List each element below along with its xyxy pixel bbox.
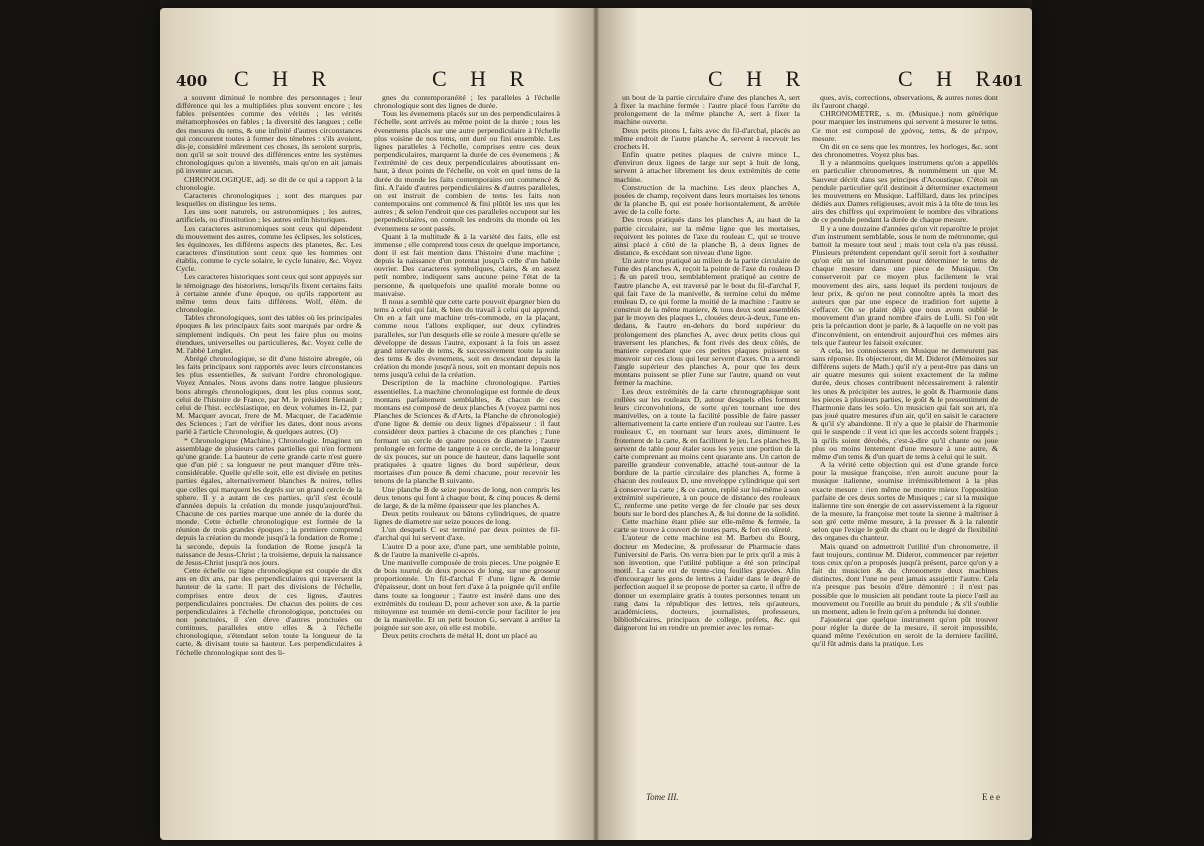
right-page <box>598 8 1028 840</box>
paragraph: Il y a une douzaine d'années qu'on vit reparoître le projet d'un instrument semblable, sous le nom de métronome, qui battoit la mesure tout seul ; mais tout cela n'a pas réussi. Plusieurs prétendent cependant qu'il seroit fort à souhaiter qu'on eût un tel instrument pour déterminer le tems de chaque mesure dans une piece de Musique. On conserveroit par ce moyen plus facilement le vrai mouvement des airs, sans lequel ils perdent toujours de leur prix, & qu'on ne peut connoître après la mort des auteurs que par une espece de tradition fort sujette à s'effacer. On se plaint déjà que nous avons oublié le mouvement d'un grand nombre d'airs de Lulli. Si l'on eût pris la précaution dont je parle, & à laquelle on ne voit pas d'inconvénient, on entendroit aujourd'hui ces mêmes airs tels que l'auteur les faisoit exécuter. <box>812 223 998 347</box>
paragraph: Les caracteres astronomiques sont ceux qui dépendent du mouvement des astres, comme les éclipses, les solstices, les équinoxes, les différens aspects des planetes, &c. Les caracteres d'institution sont ceux que les hommes ont établis, comme le cycle solaire, le cycle lunaire, &c. Voyez Cycle. <box>176 223 362 274</box>
paragraph: L'auteur de cette machine est M. Barbeu du Bourg, docteur en Medecine, & professeur de Pharmacie dans l'université de Paris. On verra bien par le prix qu'il a mis à son invention, que l'utilité publique a été son principal motif. La carte est de trente-cinq feuilles gravées. Afin d'encourager les gens de lettres à l'aider dans le degré de perfection auquel il se propose de porter sa carte, il offre de donner un exemplaire gratis à toutes personnes tenant un rang dans la république des lettres, tels qu'auteurs, académiciens, docteurs, journalistes, professeurs, bibliothécaires, principaux de college, préfets, &c. qui daigneront lui en rendre un premier avec les remar- <box>614 533 800 633</box>
paragraph: A la vérité cette objection qui est d'une grande force pour la musique françoise, n'en auroit aucune pour la musique italienne, soumise irrémissiblement à la plus exacte mesure : rien même ne montre mieux l'opposition parfaite de ces deux sortes de Musiques ; car si la musique italienne tire son énergie de cet asservissement à la rigueur de la mesure, la françoise met toute la sienne à maîtriser à son gré cette même mesure, à la presser & à la ralentir selon que l'exige le goût du chant ou le degré de flexibilité des organes du chanteur. <box>812 460 998 543</box>
paragraph: Cette machine étant pliée sur elle-même & fermée, la carte se trouve à couvert de toutes parts, & fort en sûreté. <box>614 517 800 535</box>
page-number-right: 401 <box>992 72 1024 90</box>
right-background <box>1032 0 1204 846</box>
paragraph: gnes du contemporanéité ; les paralleles à l'échelle chronologique sont des lignes de durée. <box>374 94 560 111</box>
right-column-2 <box>812 94 998 784</box>
paragraph: Tous les évenemens placés sur un des perpendiculaires à l'échelle, sont arrivés au même point de la durée ; tous les évenemens placés sur une autre perpendiculaire à l'échelle plus voisine de nos tems, ont duré ou fini ensemble. Les lignes paralleles à l'échelle, comprises entre ces deux perpendiculaires, marquent la durée de ces évenemens ; & l'extrémité de ces deux perpendiculaires aboutissant en-haut, à deux points de l'échelle, on voit en quel tems de la durée du monde les faits contemporains ont commencé & fini. A l'aide d'autres perpendiculaires & d'autres paralleles, on est instruit de combien de tems les faits non contemporains ont commencé & fini plûtôt les uns que les autres ; & selon l'endroit que ces paralleles occupent sur les perpendiculaires, on connoît les endroits du monde où les évenemens se sont passés. <box>374 109 560 233</box>
right-column-1 <box>614 94 800 784</box>
paragraph: Les deux extrémités de la carte chronographique sont collées sur les rouleaux D, autour desquels elles forment leurs circonvolutions, de sorte qu'en tournant une des manivelles, on a toute la facilité possible de faire passer alternativement la carte entiere d'un rouleau sur l'autre. Les rouleaux C, en tournant sur leurs axes, diminuent le frotement de la carte, & en facilitent le jeu. Les planches B, servent de table pour étaler sous les yeux une portion de la carte comprenant au moins cent quarante ans. Un carton de pareille grandeur convenable, attaché tout-autour de la bordure de la partie circulaire des planches A, forme à chacun des rouleaux D, une enveloppe cylindrique qui sert à conserver la carte ; & ce carton, replié sur lui-même à son extrémité supérieure, à un pouce de distance des rouleaux C, renferme une petite verge de fer clouée par ses deux bouts sur le bord des planches A, & lui donne de la solidité. <box>614 386 800 518</box>
paragraph: CHRONOMETRE, s. m. (Musique.) nom générique pour marquer les instrumens qui servent à mesurer le tems. Ce mot est composé de χρόνος, tems, & de μέτρον, mesure. <box>812 109 998 143</box>
paragraph: J'ajouterai que quelque instrument qu'on pût trouver pour régler la durée de la mesure, il seroit impossible, quand même l'exécution en seroit de la derniere facilité, qu'il fût admis dans la pratique. Les <box>812 615 998 649</box>
paragraph: Cette échelle ou ligne chronologique est coupée de dix ans en dix ans, par des perpendiculaires qui traversent la hauteur de la carte. Il part des divisions de l'échelle, comprises entre deux de ces lignes, d'autres perpendiculaires ponctuées. De chacun des points de ces perpendiculaires à l'échelle chronologique, ponctuées ou non ponctuées, il s'en éleve d'autres ponctuées ou continues, paralleles entre elles & à l'échelle chronologique, s'étendant selon toute la longueur de la carte, & divisant toute sa hauteur. Les perpendiculaires à l'échelle chronologique sont des li- <box>176 566 362 657</box>
paragraph: Deux petits rouleaux ou bâtons cylindriques, de quatre lignes de diametre sur seize pouces de long. <box>374 508 560 527</box>
running-head-right-1: C H R <box>708 66 810 91</box>
paragraph: un bout de la partie circulaire d'une des planches A, sert à fixer la machine fermée : l'autre placé fous l'arrête du prolongement de la même planche A, sert à fixer la machine ouverte. <box>614 94 800 127</box>
paragraph: L'un desquels C est terminé par deux pointes de fil-d'archal qui lui servent d'axe. <box>374 525 560 543</box>
paragraph: Il y a néanmoins quelques instrumens qu'on a appellés en particulier chronometres, & nommément un que M. Sauveur décrit dans ses principes d'Acoustique. C'étoit un pendule particulier qu'il destinoit à déterminer exactement les mouvemens en Musique. Laffillard, dans les principes dédiés aux Dames religieuses, avoit mis à la tête de tous les airs des chiffres qui exprimoient le nombre des vibrations de ce pendule pendant la durée de chaque mesure. <box>812 158 998 225</box>
paragraph: Un autre trou pratiqué au milieu de la partie circulaire de l'une des planches A, reçoit la pointe de l'axe du rouleau D ; & un pareil trou, semblablement pratiqué au centre de l'autre planche A, est traversé par le bout du fil-d'archal F, qui fait l'axe de la manivelle, & termine celui du même rouleau D, ce qui forme la moitié de la machine : l'autre se construit de la même maniere, & tous deux sont assemblés par le moyen des plaques L, clouées deux-à-deux, l'une en-dedans, & l'autre en-dehors du bord supérieur du prolongement des planches A, avec deux petits clous qui traversent les planches, & font rivés des deux côtés, de maniere cependant que ces petites plaques puissent se mouvoir sur ces clous qui leur servent d'axes. On a arrondi l'angle supérieur des planches A, pour que les deux montans puissent se plier l'une sur l'autre, quand on veut fermer la machine. <box>614 256 800 388</box>
left-background <box>0 0 160 846</box>
paragraph: Mais quand on admettroit l'utilité d'un chronometre, il faut toujours, continue M. Diderot, commencer par rejetter tous ceux qu'on a proposés jusqu'à présent, parce qu'on y a fait du musicien & du chronometre deux machines distinctes, dont l'une ne peut jamais assujettir l'autre. Cela n'a presque pas besoin d'être démontré : il n'est pas possible que le musicien ait pendant toute la piece l'œil au mouvement ou l'oreille au bruit du pendule ; & s'il s'oublie un moment, adieu le frein qu'on a prétendu lui donner. <box>812 541 998 616</box>
paragraph: Deux petits pitons I, faits avec du fil-d'archal, placés au même endroit de l'autre planche A, servent à recevoir les crochets H. <box>614 125 800 151</box>
paragraph: Tables chronologiques, sont des tables où les principales époques & les principaux faits sont marqués par ordre & simplement indiqués. On peut les faire plus ou moins étendues, universelles ou particulieres, &c. Voyez celle de M. l'abbé Lenglet. <box>176 313 362 355</box>
left-page <box>164 8 594 840</box>
volume-signature: Tome III. <box>646 792 679 802</box>
paragraph: CHRONOLOGIQUE, adj. se dit de ce qui a rapport à la chronologie. <box>176 174 362 192</box>
paragraph: Construction de la machine. Les deux planches A, posées de champ, reçoivent dans leurs mortaises les tenons de la planche B, qui est posée horisontalement, & arrêtée avec de la colle forte. <box>614 182 800 217</box>
paragraph: Abrégé chronologique, se dit d'une histoire abregée, où les faits principaux sont rapportés avec leurs circonstances les plus essentielles, & suivant l'ordre chronologique. Voyez Annales. Nous avons dans notre langue plusieurs bons abregés chronologiques, dont les plus connus sont, celui de l'histoire de France, par M. le président Henault ; celui de l'hist. ecclésiastique, en deux volumes in-12, par M. Macquer avocat, frere de M. Macquer, de l'académie des Sciences ; l'art de vérifier les dates, dont nous avons parlé à l'article Chronologie, & quelques autres. (O) <box>176 354 362 437</box>
paragraph: A cela, les connoisseurs en Musique ne demeurent pas sans réponse. Ils objecteront, dit M. Diderot (Mémoires sur différens sujets de Math.) qu'il n'y a peut-être pas dans un air quatre mesures qui soient exactement de la même durée, deux choses contribuent nécessairement à ralentir les unes & précipiter les autres, le goût & l'harmonie dans les pieces à plusieurs parties, le goût & le pressentiment de l'harmonie dans les solo. Un musicien qui fait son art, n'a pas joué quatre mesures d'un air, qu'il en saisit le caractere & qu'il s'y abandonne. Il n'y a que le plaisir de l'harmonie qui le suspende : il veut ici que les accords soient frappés ; là qu'ils soient dérobés, c'est-à-dire qu'il chante ou joue plus ou moins lentement d'une mesure à une autre, & même d'un tems & d'un quart de tems à celui qui le suit. <box>812 345 998 461</box>
book-spread <box>160 8 1032 840</box>
left-column-2 <box>374 94 560 784</box>
page-number-left: 400 <box>176 72 208 90</box>
paragraph: Caracteres chronologiques ; sont des marques par lesquelles on distingue les tems. <box>176 190 362 209</box>
paragraph: L'autre D a pour axe, d'une part, une semblable pointe, & de l'autre la manivelle ci-après. <box>374 541 560 559</box>
running-head-right-2: C H R <box>898 66 1000 91</box>
paragraph: Une manivelle composée de trois pieces. Une poignée E de bois tourné, de deux pouces de long, sur une grosseur proportionnée. Un fil-d'archal F d'une ligne & demie d'épaisseur, dont un bout fert d'axe à la poignée qu'il enfile dans toute sa longueur ; l'autre est inséré dans une des extrémités du rouleau D, pour achever son axe, & la partie mitoyenne est tournée en demi-cercle pour faciliter le jeu de la manivelle. Et un petit bouton G, servant à arrêter la poignée sur son axe, où elle est mobile. <box>374 557 560 633</box>
left-column-1 <box>176 94 362 784</box>
running-head-left-2: C H R <box>432 66 534 91</box>
paragraph: * Chronologique (Machine.) Chronologie. Imaginez un assemblage de plusieurs cartes partielles qui n'en forment qu'une grande. La hauteur de cette grande carte n'est guere que d'un pié ; sa longueur ne peut manquer d'être très-considérable. Quelle qu'elle soit, elle est divisée en petites parties égales, alternativement blanches & noires, telles que celles qui marquent les degrés sur un grand cercle de la sphere. Il y a autant de ces parties, qu'il s'est écoulé d'années depuis la création du monde jusqu'aujourd'hui. Chacune de ces parties marque une année de la durée du monde. Cette échelle chronologique est formée de la réunion de trois grandes époques ; la premiere comprend depuis la création du monde jusqu'à la fondation de Rome ; la seconde, depuis la fondation de Rome jusqu'à la naissance de Jesus-Christ ; la troisieme, depuis la naissance de Jesus-Christ jusqu'à nos jours. <box>176 435 362 567</box>
paragraph: Des trous pratiqués dans les planches A, au haut de la partie circulaire, sur la même ligne que les mortaises, reçoivent les pointes de l'axe du rouleau C, qui se trouve ainsi placé à côté de la planche B, à deux lignes de distance, & excédant son niveau d'une ligne. <box>614 215 800 257</box>
paragraph: Les caracteres historiques sont ceux qui sont appuyés sur le témoignage des historiens, lorsqu'ils fixent certains faits à certaine année d'une époque, ou qu'ils rapportent au même tems deux faits différens. Wolf, élém. de chronologie. <box>176 272 362 315</box>
paragraph: Une planche B de seize pouces de long, non compris les deux tenons qui font à chaque bout, & cinq pouces & demi de large, & de la même épaisseur que les planches A. <box>374 484 560 510</box>
paragraph: ques, avis, corrections, observations, & autres notes dont ils l'auront chargé. <box>812 94 998 111</box>
paragraph: Description de la machine chronologique. Parties essentielles. La machine chronologique est formée de deux montans parfaitement semblables, & chacun de ces montans est composé de deux planches A (voyez parmi nos Planches de Sciences & d'Arts, la Planche de chronologie) d'une ligne & demie ou deux lignes d'épaisseur : il faut considérer deux parties à chacune de ces planches ; l'une formant un cercle de quatre pouces de diametre ; l'autre prolongée en forme de tangente à ce cercle, de la longueur de six pouces, sur un pouce de hauteur, dans laquelle sont pratiquées à quatre lignes du bord supérieur, deux mortaises d'un pouce & demi chacune, pour recevoir les tenons de la planche B suivante. <box>374 378 560 486</box>
gathering-mark: E e e <box>982 792 1000 802</box>
paragraph: Deux petits crochets de métal H, dont un placé au <box>382 631 538 641</box>
paragraph: a souvent diminué le nombre des personnages ; leur différence qui les a multipliées plus souvent encore ; les fables présentées comme des vérités ; les vérités métamorphosées en fables ; la diversité des langues ; celle des mesures du tems, & une infinité d'autres circonstances qui concourent toutes à former des ténebres : s'ils avoient, dis-je, considéré mûrement ces choses, ils seroient surpris, non qu'il se soit trouvé des différences entre les systèmes chronologiques qu'on a inventés, mais qu'on en ait jamais pû inventer aucun. <box>176 94 362 176</box>
paragraph: Quant à la multitude & à la variété des faits, elle est immense ; elle comprend tous ceux de quelque importance, dont il est fait mention dans l'histoire d'une machine ; depuis la naissance d'un potentat jusqu'à celle d'un habile ouvrier. Des caracteres symboliques, clairs, & en assez petit nombre, indiquent sans aucune peine l'état de la personne, & quelquefois une qualité morale bonne ou mauvaise. <box>374 231 560 298</box>
paragraph: Les uns sont naturels, ou astronomiques ; les autres, artificiels, ou d'institution ; les autres enfin historiques. <box>176 207 362 225</box>
paragraph: Enfin quatre petites plaques de cuivre mince L, d'environ deux lignes de large sur sept à huit de long, servent à attacher librement les deux extrémités de cette machine. <box>614 150 800 184</box>
paragraph: On dit en ce sens que les montres, les horloges, &c. sont des chronometres. Voyez plus bas. <box>812 141 998 160</box>
paragraph: Il nous a semblé que cette carte pouvoit épargner bien du tems à celui qui fait, & bien du travail à celui qui apprend. On en a fait une machine très-commode, en la plaçant, comme nous l'allons expliquer, sur deux cylindres paralleles, sur l'un desquels elle se roule à mesure qu'elle se développe de dessus l'autre, exposant à la fois un assez grand intervalle de tems, & successivement toute la suite des tems & des évenemens, soit en descendant depuis la création du monde jusqu'à nous, soit en montant depuis nos tems jusqu'à celui de la création. <box>374 296 560 380</box>
running-head-left-1: C H R <box>234 66 336 91</box>
